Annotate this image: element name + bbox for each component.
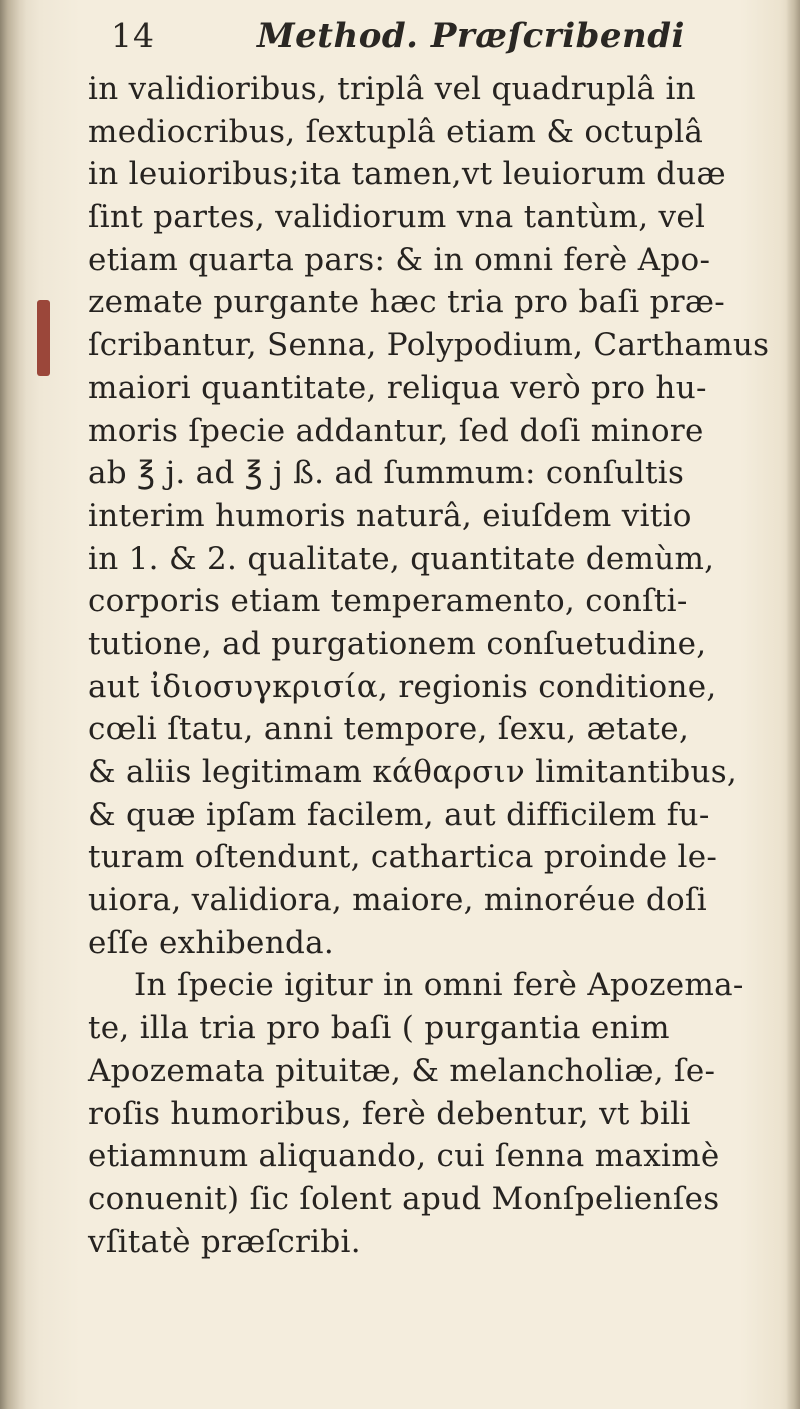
text-line: & aliis legitimam κάθαρσιν limitantibus,: [88, 754, 738, 790]
text-line: in 1. & 2. qualitate, quantitate demùm,: [88, 540, 715, 577]
text-line: roſis humoribus, ferè debentur, vt bili: [88, 1095, 691, 1132]
paragraph-1: [88, 68, 778, 964]
text-line: mediocribus, ſextuplâ etiam & octuplâ: [88, 113, 704, 150]
text-line: interim humoris naturâ, eiuſdem vitio: [88, 497, 692, 534]
text-line: aut ἰδιοσυγκρισία, regionis conditione,: [88, 668, 717, 705]
page-number: 14: [111, 16, 155, 55]
text-line: moris ſpecie addantur, ſed doſi minore: [88, 412, 704, 449]
page-edge: [786, 0, 800, 1409]
text-line: maiori quantitate, reliqua verò pro hu-: [88, 369, 707, 406]
text-line: ab ℥ j. ad ℥ j ß. ad ſummum: conſultis: [88, 455, 685, 492]
text-line: conuenit) ſic ſolent apud Monſpelienſes: [88, 1180, 720, 1217]
text-line: cœli ſtatu, anni tempore, ſexu, ætate,: [88, 711, 690, 748]
bookmark-ribbon: [37, 300, 50, 376]
text-line: corporis etiam temperamento, conſti-: [88, 583, 688, 620]
text-line: In ſpecie igitur in omni ferè Apozema-: [134, 967, 744, 1004]
binding-edge: [0, 0, 26, 1409]
text-line: zemate purgante hæc tria pro baſi præ-: [88, 284, 726, 321]
text-line: ſcribantur, Senna, Polypodium, Carthamus: [88, 327, 770, 364]
page-header: [97, 14, 737, 68]
text-line: tutione, ad purgationem conſuetudine,: [88, 625, 707, 662]
text-line: Apozemata pituitæ, & melancholiæ, ſe-: [88, 1052, 716, 1089]
text-line: ſint partes, validiorum vna tantùm, vel: [88, 199, 706, 236]
paragraph-2: [88, 964, 778, 1263]
text-line: in validioribus, triplâ vel quadruplâ in: [88, 71, 696, 107]
text-line: etiam quarta pars: & in omni ferè Apo-: [88, 241, 711, 278]
text-line: eſſe exhibenda.: [88, 924, 335, 961]
text-line: vſitatè præſcribi.: [88, 1223, 361, 1260]
text-line: etiamnum aliquando, cui ſenna maximè: [88, 1138, 720, 1175]
text-line: uiora, validiora, maiore, minoréue doſi: [88, 882, 707, 919]
text-line: in leuioribus;ita tamen,vt leuiorum duæ: [88, 156, 726, 193]
text-line: & quæ ipſam facilem, aut difficilem fu-: [88, 796, 710, 833]
text-line: te, illa tria pro baſi ( purgantia enim: [88, 1010, 670, 1047]
running-title: Method. Præſcribendi: [257, 16, 685, 56]
text-line: turam oſtendunt, cathartica proinde le-: [88, 839, 718, 876]
body-text: [88, 68, 778, 1263]
